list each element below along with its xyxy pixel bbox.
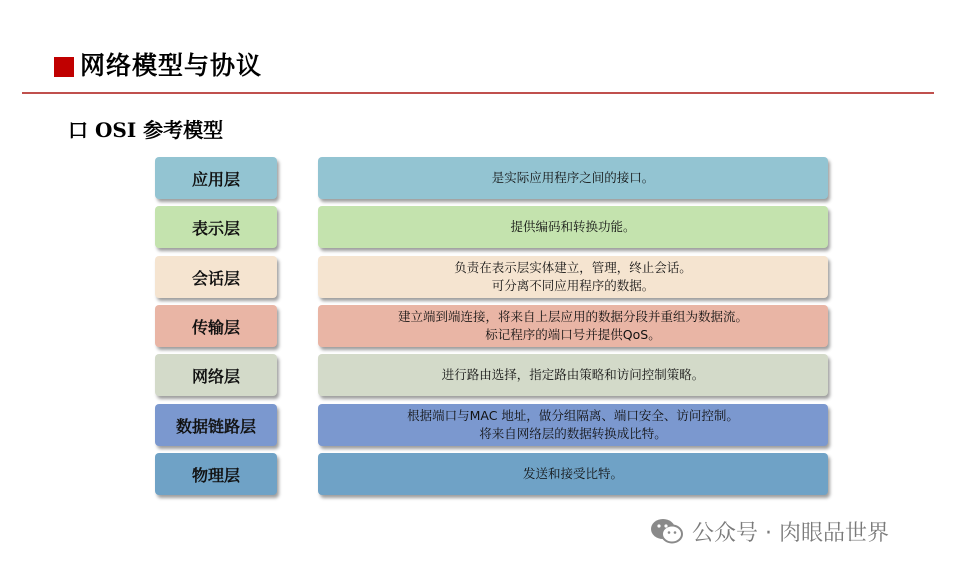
layer-name: 表示层 — [191, 218, 240, 238]
title-accent-square — [54, 57, 74, 77]
layer-name-box — [155, 256, 277, 298]
layer-description-line: 提供编码和转换功能。 — [510, 219, 636, 234]
layer-name: 物理层 — [191, 465, 240, 485]
layer-name-box — [155, 404, 277, 446]
layer-description-box — [318, 206, 828, 248]
watermark — [650, 514, 889, 548]
layer-description-line: 发送和接受比特。 — [522, 466, 623, 481]
layer-name-box — [155, 305, 277, 347]
layer-description-box — [318, 305, 828, 347]
layer-description-line: 负责在表示层实体建立，管理，终止会话。 — [454, 260, 692, 275]
layer-description-line: 将来自网络层的数据转换成比特。 — [479, 426, 667, 441]
layer-description-box — [318, 453, 828, 495]
layer-name: 会话层 — [191, 268, 240, 288]
title-divider — [22, 92, 934, 94]
watermark-text: 公众号 · 肉眼品世界 — [692, 520, 889, 546]
layer-description-box — [318, 404, 828, 446]
layer-description-box — [318, 256, 828, 298]
layer-description-box — [318, 354, 828, 396]
page-title: 网络模型与协议 — [80, 51, 263, 80]
layer-name-box — [155, 354, 277, 396]
layer-description-line: 可分离不同应用程序的数据。 — [491, 278, 655, 293]
layer-description-line: 根据端口与MAC 地址，做分组隔离、端口安全、访问控制。 — [407, 408, 739, 423]
layer-description-line: 是实际应用程序之间的接口。 — [491, 170, 655, 185]
layer-name: 数据链路层 — [175, 416, 256, 436]
layer-name-box — [155, 453, 277, 495]
layer-name: 网络层 — [191, 366, 240, 386]
layer-name-box — [155, 206, 277, 248]
layer-name: 应用层 — [191, 169, 240, 189]
wechat-icon — [650, 518, 684, 544]
layer-description-line: 进行路由选择，指定路由策略和访问控制策略。 — [441, 367, 705, 382]
layer-name-box — [155, 157, 277, 199]
layer-description-line: 标记程序的端口号并提供QoS。 — [485, 327, 661, 342]
layer-name: 传输层 — [191, 317, 240, 337]
section-subtitle: 口 OSI 参考模型 — [68, 118, 224, 142]
layer-description-line: 建立端到端连接，将来自上层应用的数据分段并重组为数据流。 — [397, 309, 748, 324]
layer-description-box — [318, 157, 828, 199]
